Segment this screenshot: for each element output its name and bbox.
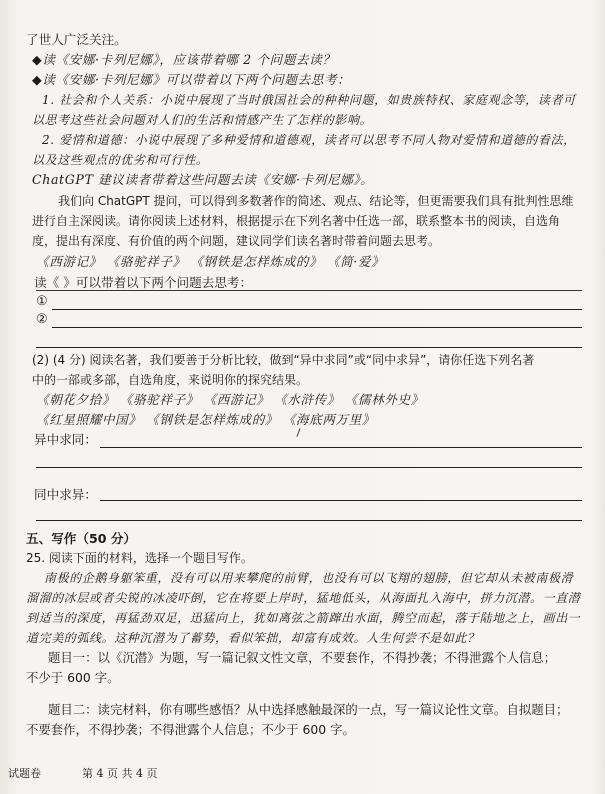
text-line: 以思考这些社会问题对人们的生活和情感产生了怎样的影响。 [32, 113, 373, 127]
text-line: 到适当的深度，再猛劲双足，迅猛向上，犹如离弦之箭蹿出水面，腾空而起，落于陆地之上，画出一 [26, 611, 581, 625]
answer-line[interactable] [36, 347, 582, 348]
answer-line[interactable] [52, 327, 582, 328]
answer-marker: ① [36, 294, 48, 309]
field-label: 异中求同： [34, 432, 97, 447]
text-line: 进行自主深阅读。请你阅读上述材料，根据提示在下列名著中任选一部，联系整本书的阅读，自选角 [32, 214, 561, 228]
text-line: 1. 社会和个人关系：小说中展现了当时俄国社会的种种问题，如贵族特权、家庭观念等，读者可 [42, 93, 576, 107]
question-2: (2) (4 分) 阅读名著，我们要善于分析比较，做到“异中求同”或“同中求异”，请你任选下列名著 [32, 353, 535, 367]
answer-line[interactable] [52, 309, 582, 310]
text-line: 中的一部或多部，自选角度，来说明你的探究结果。 [32, 373, 309, 387]
question-prompt: 读《 》可以带着以下两个问题去思考： [34, 275, 253, 290]
prompt-one: 题目一：以《沉潜》为题，写一篇记叙文性文章，不要套作，不得抄袭；不得泄露个人信息； [48, 650, 557, 665]
text-line: 我们向 ChatGPT 提问，可以得到多数著作的简述、观点、结论等，但更需要我们具有批判性思维 [58, 194, 574, 208]
text-line: 以及这些观点的优劣和可行性。 [32, 153, 209, 167]
text-line: 溜溜的冰层或者尖锐的冰凌吓倒，它在将要上岸时，猛地低头，从海面扎入海中，拼力沉潜。一直潜 [26, 591, 581, 605]
text-line: 不要套作，不得抄袭；不得泄露个人信息；不少于 600 字。 [26, 722, 355, 737]
answer-line[interactable] [100, 500, 582, 501]
field-label: 同中求异： [34, 487, 97, 502]
book-list: 《朝花夕拾》 《骆驼祥子》 《西游记》 《水浒传》 《儒林外史》 [36, 392, 424, 407]
page-number: 第 4 页 共 4 页 [82, 767, 158, 780]
text-line: 2. 爱情和道德：小说中展现了多种爱情和道德观，读者可以思考不同人物对爱情和道德的看法， [42, 133, 576, 147]
text-line: 道完美的弧线。这种沉潜为了蓄势，看似笨拙，却富有成效。人生何尝不是如此？ [26, 631, 480, 645]
book-list: 《西游记》 《骆驼祥子》 《钢铁是怎样炼成的》 《简·爱》 [36, 254, 385, 269]
answer-line[interactable] [100, 447, 582, 448]
answer-line[interactable] [36, 467, 582, 468]
answer-line[interactable] [36, 520, 582, 521]
text-line: 度，提出有深度、有价值的两个问题，建议同学们读名著时带着问题去思考。 [32, 234, 441, 248]
footer-label: 试题卷 [8, 767, 41, 780]
answer-line[interactable] [36, 290, 582, 291]
text-line: ChatGPT 建议读者带着这些问题去读《安娜·卡列尼娜》。 [32, 172, 374, 187]
section-title: 五、写作（50 分） [26, 531, 137, 546]
prompt-two: 题目二：读完材料，你有哪些感悟？从中选择感触最深的一点，写一篇议论性文章。自拟题目； [48, 702, 569, 717]
text-line: ◆读《安娜·卡列尼娜》，应该带着哪 2 个问题去读？ [32, 52, 336, 67]
text-line: 了世人广泛关注。 [26, 32, 127, 47]
cursor-mark [296, 428, 300, 437]
book-list: 《红星照耀中国》 《钢铁是怎样炼成的》 《海底两万里》 [36, 412, 376, 427]
text-line: 不少于 600 字。 [26, 670, 120, 685]
text-line: 25. 阅读下面的材料，选择一个题目写作。 [26, 551, 253, 565]
answer-marker: ② [36, 312, 48, 327]
text-line: ◆读《安娜·卡列尼娜》可以带着以下两个问题去思考： [32, 72, 351, 87]
text-line: 南极的企鹅身躯笨重，没有可以用来攀爬的前臂，也没有可以飞翔的翅膀，但它却从未被南极滑 [44, 571, 574, 585]
